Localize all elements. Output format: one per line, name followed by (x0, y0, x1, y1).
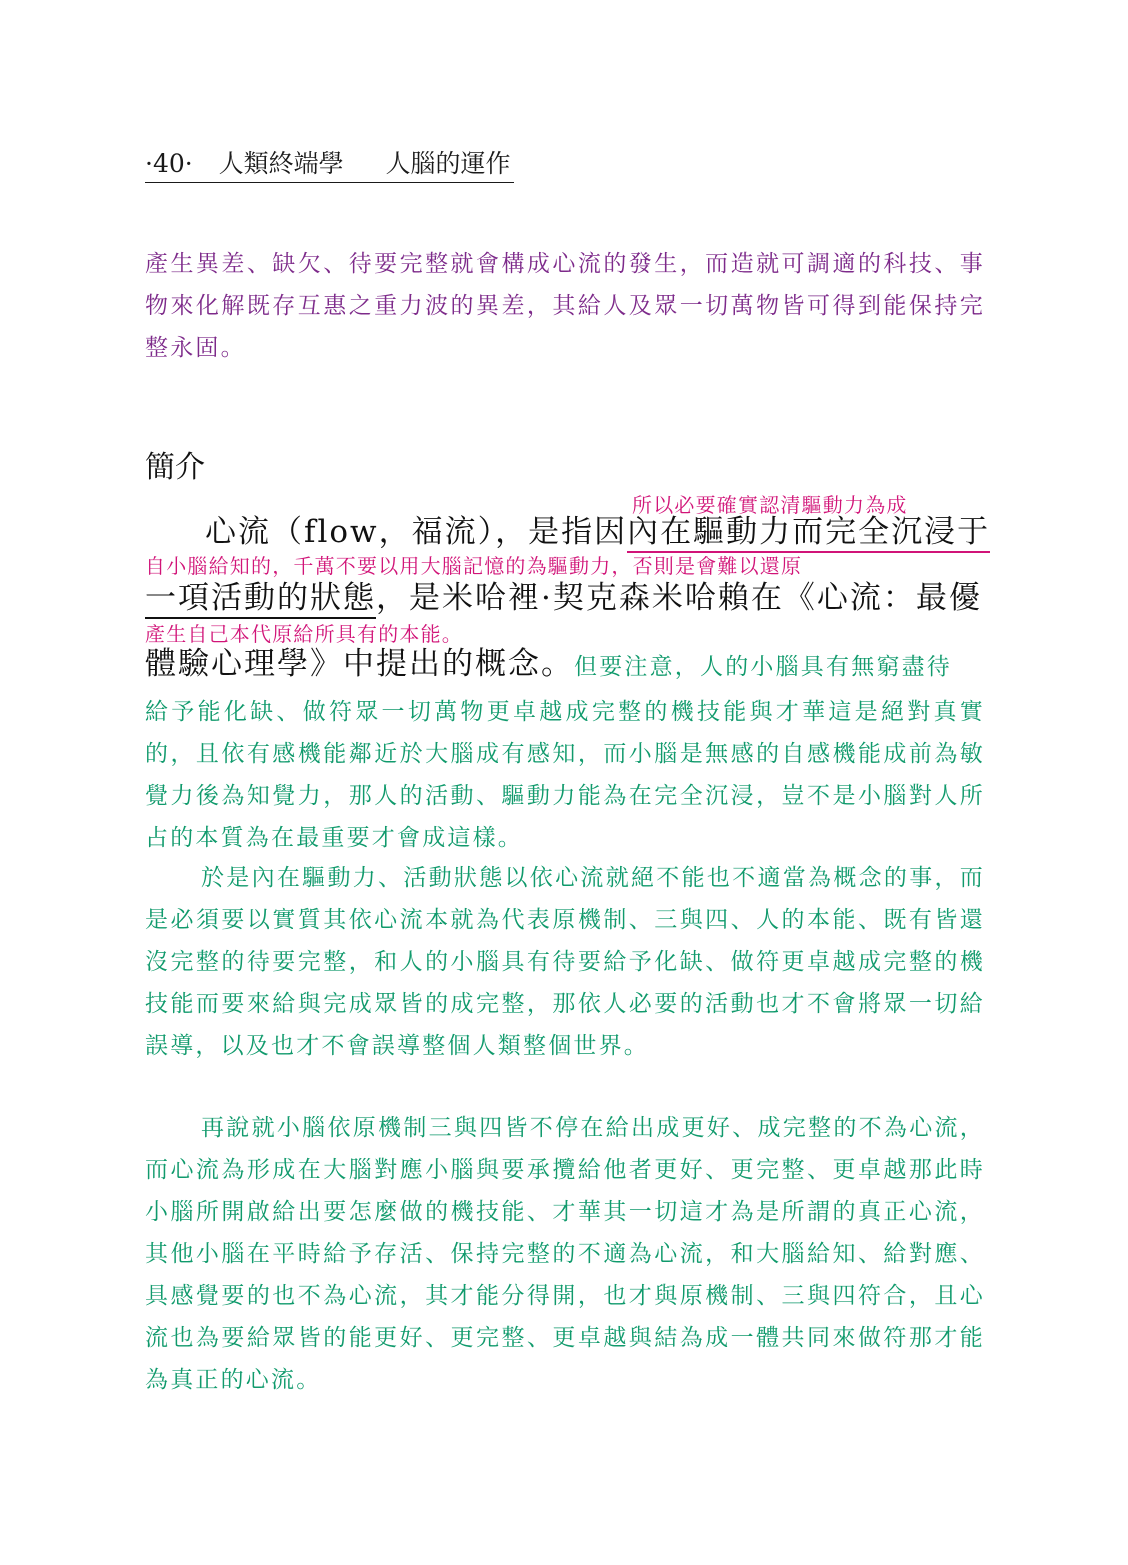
chapter-title: 人腦的運作 (385, 149, 511, 178)
annotation-note-1: 所以必要確實認清驅動力為成 (632, 493, 908, 517)
page-number: ·40· (145, 149, 193, 178)
annotation-note-2: 自小腦給知的，千萬不要以用大腦記憶的為驅動力，否則是會難以還原 (145, 554, 803, 578)
definition-line-3 (145, 644, 952, 687)
commentary-paragraph-2: 於是內在驅動力、活動狀態以依心流就絕不能也不適當為概念的事，而是必須要以實質其依心流本就為代表原機制、三與四、人的本能、既有皆還沒完整的待要完整，和人的小腦具有待要給予化缺、做符更卓越成完整的機技能而要來給與完成眾皆的成完整，那依人必要的活動也才不會將眾一切給誤導，以及也才不會誤導整個人類整個世界。 (145, 865, 985, 1059)
annotation-note-3: 產生自己本代原給所具有的本能。 (145, 622, 463, 646)
definition-line-1-text: 心流（flow，福流），是指因 (205, 514, 628, 550)
definition-line-3-text: 體驗心理學》中提出的概念。 (145, 646, 574, 682)
underlined-inner-drive: 內在驅動力而完全沉浸于 (627, 514, 990, 553)
definition-comment: 但要注意，人的小腦具有無窮盡待 (574, 654, 952, 680)
section-title: 簡介 (145, 450, 205, 485)
underlined-activity-state: 一項活動的狀態 (145, 580, 376, 619)
commentary-paragraph-3: 再說就小腦依原機制三與四皆不停在給出成更好、成完整的不為心流，而心流為形成在大腦對應小腦與要承攬給他者更好、更完整、更卓越那此時小腦所開啟給出要怎麼做的機技能、才華其一切這才為是所謂的真正心流，其他小腦在平時給予存活、保持完整的不適為心流，和大腦給知、給對應、具感覺要的也不為心流，其才能分得開，也才與原機制、三與四符合，且心流也為要給眾皆的能更好、更完整、更卓越與結為成一體共同來做符那才能為真正的心流。 (145, 1115, 985, 1393)
book-title: 人類終端學 (218, 149, 344, 178)
intro-paragraph: 產生異差、缺欠、待要完整就會構成心流的發生，而造就可調適的科技、事物來化解既存互惠之重力波的異差，其給人及眾一切萬物皆可得到能保持完整永固。 (145, 251, 985, 361)
definition-line-2-text: ，是米哈裡·契克森米哈賴在《心流：最優 (376, 580, 982, 616)
definition-line-1 (205, 512, 990, 552)
running-header (145, 146, 514, 183)
commentary-paragraph-1: 給予能化缺、做符眾一切萬物更卓越成完整的機技能與才華這是絕對真實的，且依有感機能鄰近於大腦成有感知，而小腦是無感的自感機能成前為敏覺力後為知覺力，那人的活動、驅動力能為在完全沉浸，豈不是小腦對人所占的本質為在最重要才會成這樣。 (145, 699, 985, 851)
definition-line-2 (145, 578, 982, 618)
